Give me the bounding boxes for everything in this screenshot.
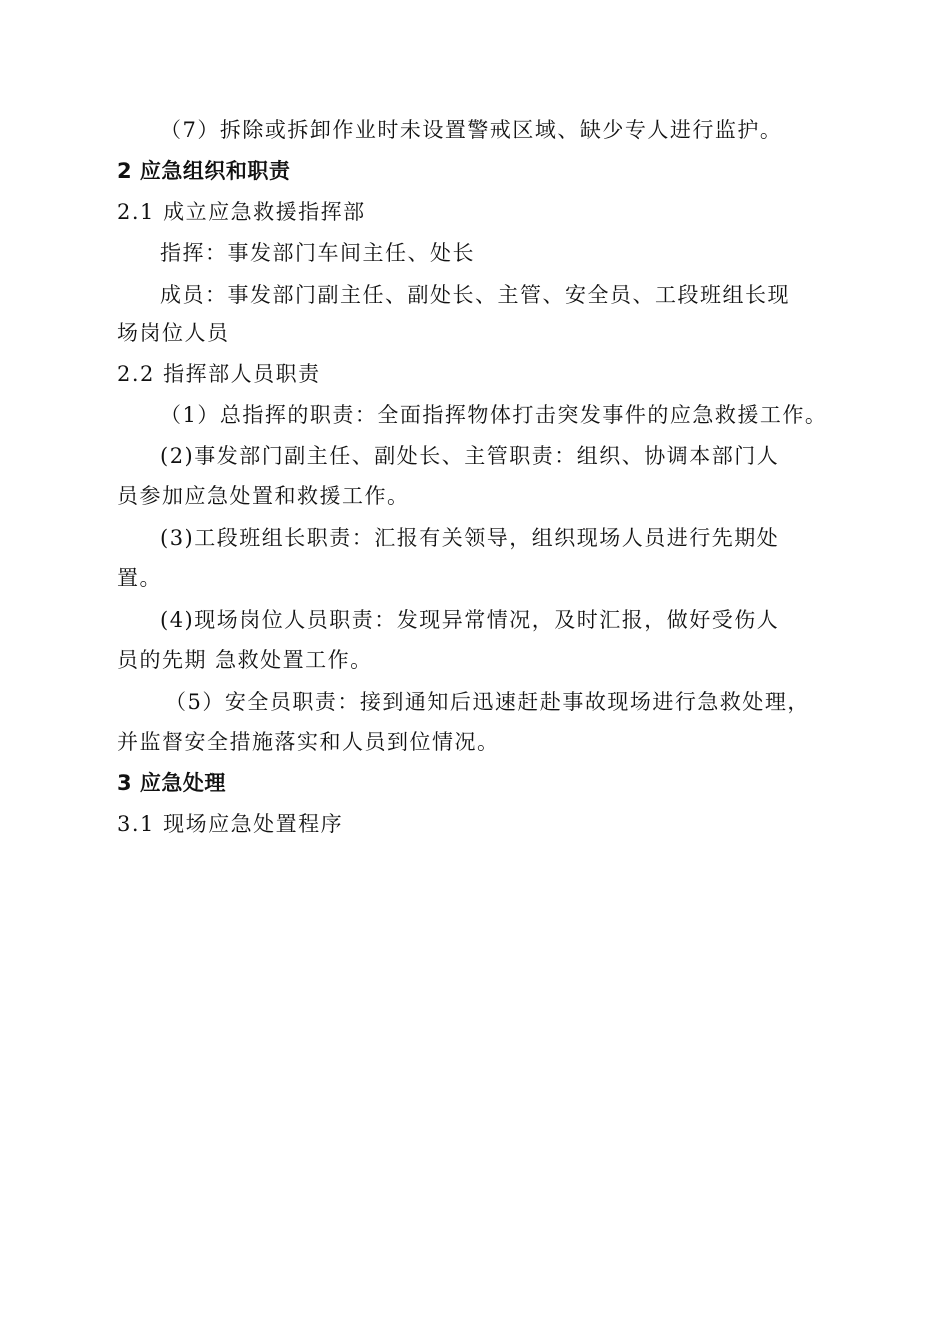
duty-item-2-cont: 员参加应急处置和救援工作。 [117, 484, 410, 508]
duty-item-4-cont: 员的先期 急救处置工作。 [117, 648, 373, 672]
subsection-heading-2-1: 2.1 成立应急救援指挥部 [117, 200, 366, 224]
commander-line: 指挥：事发部门车间主任、处长 [160, 241, 475, 265]
duty-item-5-cont: 并监督安全措施落实和人员到位情况。 [117, 730, 500, 754]
section-heading-2: 2 应急组织和职责 [117, 159, 291, 183]
duty-item-3-cont: 置。 [117, 566, 162, 590]
hazard-item-7: （7）拆除或拆卸作业时未设置警戒区域、缺少专人进行监护。 [160, 118, 783, 142]
subsection-heading-3-1: 3.1 现场应急处置程序 [117, 812, 344, 836]
duty-item-3: (3)工段班组长职责：汇报有关领导，组织现场人员进行先期处 [160, 526, 780, 550]
duty-item-5: （5）安全员职责：接到通知后迅速赶赴事故现场进行急救处理， [165, 690, 810, 714]
duty-item-2: (2)事发部门副主任、副处长、主管职责：组织、协调本部门人 [160, 444, 780, 468]
duty-item-4: (4)现场岗位人员职责：发现异常情况，及时汇报，做好受伤人 [160, 608, 780, 632]
members-line: 成员：事发部门副主任、副处长、主管、安全员、工段班组长现 [160, 283, 790, 307]
duty-item-1: （1）总指挥的职责：全面指挥物体打击突发事件的应急救援工作。 [160, 403, 828, 427]
section-heading-3: 3 应急处理 [117, 771, 226, 795]
subsection-heading-2-2: 2.2 指挥部人员职责 [117, 362, 321, 386]
members-line-cont: 场岗位人员 [117, 321, 230, 345]
